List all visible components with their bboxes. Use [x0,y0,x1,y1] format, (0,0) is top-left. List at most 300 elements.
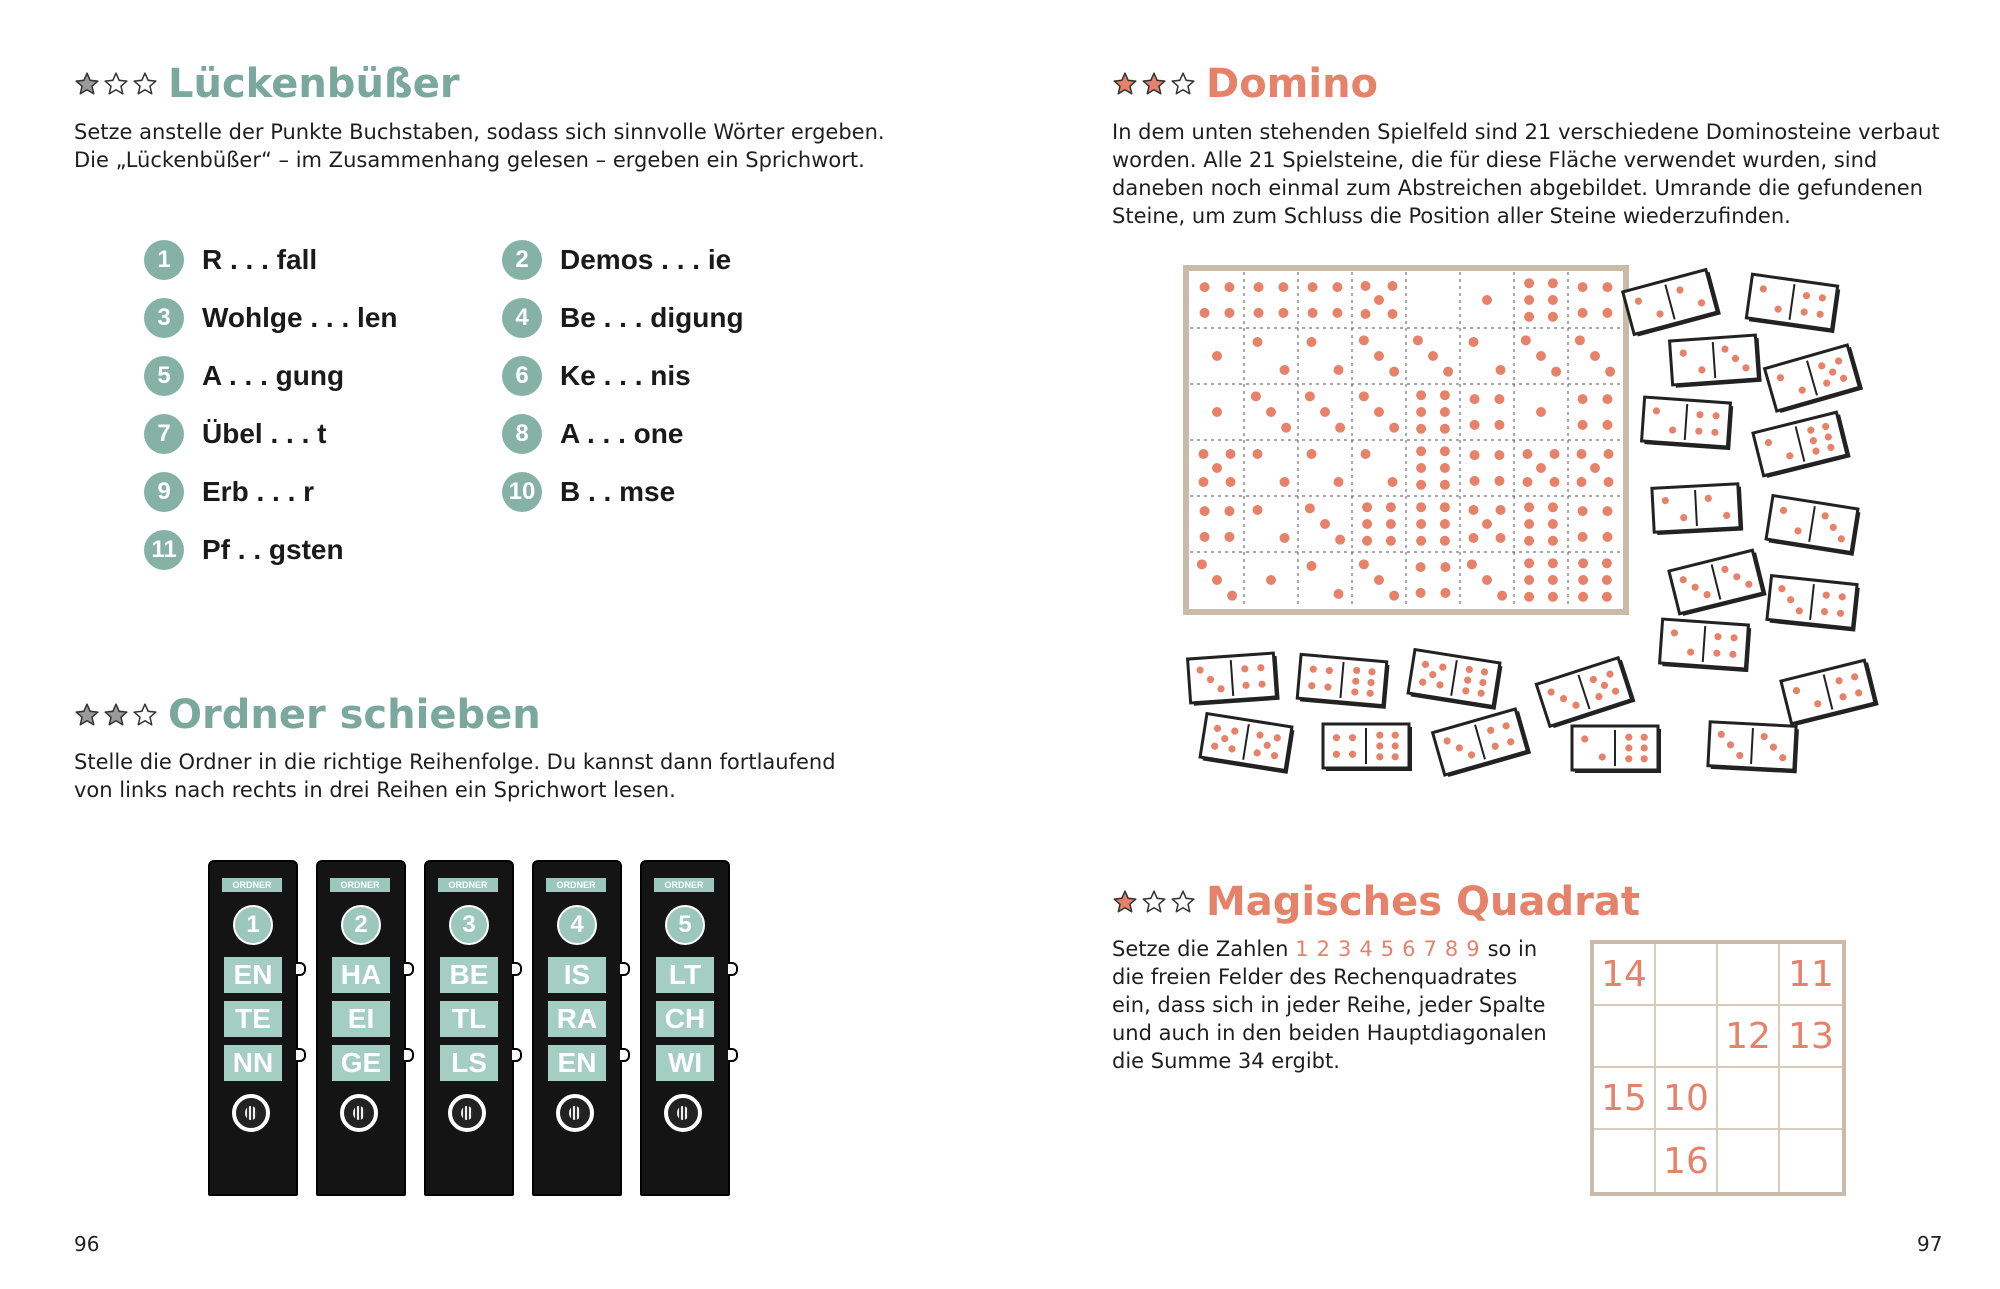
piece-pip [1779,506,1787,514]
piece-body [1781,660,1875,723]
board-pip [1254,282,1264,292]
board-pip [1494,394,1504,404]
piece-pip [1217,685,1225,693]
clue-text[interactable]: A . . . one [560,418,684,449]
binder-syllable: NN [224,1045,282,1081]
piece-pip [1687,648,1695,656]
piece-body [1536,658,1631,726]
board-pip [1602,420,1612,430]
piece-pip [1256,731,1264,739]
domino-piece[interactable] [1572,726,1661,773]
piece-pip [1656,310,1665,319]
board-pip [1361,281,1371,291]
domino-heading [1112,61,1379,107]
piece-pip [1736,752,1744,760]
difficulty-stars [1112,71,1196,97]
piece-pip [1571,701,1580,710]
piece-pip [1376,742,1383,749]
domino-piece[interactable] [1746,274,1841,333]
piece-pip [1464,676,1472,684]
board-pip [1602,592,1612,602]
piece-pip [1802,292,1810,300]
binder-clip [620,1048,630,1062]
piece-pip [1679,349,1687,357]
board-pip [1359,391,1369,401]
board-pip [1253,337,1263,347]
piece-pip [1641,744,1648,751]
piece-divider [1578,675,1589,709]
binder-3[interactable] [424,860,514,1196]
square-cell-given: 16 [1656,1130,1718,1192]
binder-label: ORDNER [222,878,282,892]
piece-pip [1263,741,1271,749]
clue-item [144,472,314,512]
clue-number: 4 [502,298,542,338]
binder-1[interactable] [208,860,298,1196]
piece-pip [1822,379,1831,388]
piece-pip [1376,753,1383,760]
piece-pip [1506,737,1515,746]
binder-number: 2 [341,905,381,945]
domino-piece[interactable] [1659,619,1751,672]
star-filled-icon [1141,71,1167,97]
board-pip [1362,519,1372,529]
piece-pip [1366,689,1374,697]
piece-shadow [1436,711,1531,777]
board-pip [1200,282,1210,292]
star-outline-icon [132,71,158,97]
board-pip [1413,335,1423,345]
piece-pip [1491,742,1500,751]
board-pip [1548,558,1558,568]
magic-square-heading [1112,879,1640,925]
domino-piece[interactable] [1669,550,1767,617]
board-pip [1386,502,1396,512]
description-intro: Setze die Zahlen [1112,937,1289,961]
board-pip [1496,533,1506,543]
board-pip [1200,506,1210,516]
clue-number: 11 [144,530,184,570]
binder-label: ORDNER [438,878,498,892]
board-pip [1578,282,1588,292]
clue-text[interactable]: Erb . . . r [202,476,315,507]
ordner-title: Ordner schieben [168,692,541,738]
board-pip [1308,282,1318,292]
board-pip [1280,365,1290,375]
piece-pip [1600,681,1609,690]
binder-clip [620,962,630,976]
piece-body [1433,709,1528,775]
board-pip [1254,308,1264,318]
clue-item [502,414,683,454]
domino-piece[interactable] [1708,722,1799,774]
piece-pip [1776,373,1785,382]
piece-pip [1367,679,1375,687]
domino-piece[interactable] [1765,344,1864,414]
domino-piece[interactable] [1670,335,1762,388]
piece-pip [1703,590,1712,599]
board-pip [1440,446,1450,456]
board-pip [1200,308,1210,318]
piece-pip [1228,745,1236,753]
piece-pip [1798,386,1807,395]
piece-pip [1829,523,1837,531]
binder-ring-icon [232,1094,270,1132]
board-pip [1227,591,1237,601]
magic-square-description [1112,935,1562,1075]
clue-text[interactable]: A . . . gung [202,360,345,391]
piece-pip [1257,664,1265,672]
piece-shadow [1757,414,1851,477]
piece-pip [1253,749,1261,757]
piece-pip [1837,609,1845,617]
board-pip [1496,505,1506,515]
binder-syllable: RA [548,1001,606,1037]
board-pip [1524,502,1534,512]
domino-piece[interactable] [1433,708,1532,778]
board-pip [1226,477,1236,487]
square-cell-empty[interactable] [1780,1130,1842,1192]
piece-pip [1698,366,1706,374]
domino-piece[interactable] [1641,397,1733,450]
domino-piece[interactable] [1652,484,1743,536]
square-cell-given: 11 [1780,944,1842,1006]
lueckenbuesser-title: Lückenbüßer [168,61,460,107]
piece-shadow [1575,729,1661,773]
board-pip [1467,559,1477,569]
clue-item [144,240,317,280]
page-number-right: 97 [1917,1232,1943,1256]
domino-piece[interactable] [1753,412,1851,479]
ordner-description: Stelle die Ordner in die richtige Reihenfolge. Du kannst dann fortlaufend von links nach rechts in drei Reihen ein Sprichwort lesen. [74,750,836,802]
piece-body [1753,412,1847,475]
binder-syllable: EN [224,957,282,993]
binder-syllable: IS [548,957,606,993]
magic-square-grid [1590,940,1846,1196]
clue-text[interactable]: R . . . fall [202,244,318,275]
board-pip [1388,281,1398,291]
board-pip [1332,282,1342,292]
piece-pip [1213,724,1221,732]
board-pip [1253,449,1263,459]
digit: 3 [1337,937,1352,961]
piece-pip [1308,682,1316,690]
binder-5[interactable] [640,860,730,1196]
board-pip [1389,591,1399,601]
clue-item [144,298,398,338]
binder-syllable: CH [656,1001,714,1037]
board-pip [1578,420,1588,430]
square-cell-empty[interactable] [1718,1130,1780,1192]
star-outline-icon [1141,889,1167,915]
piece-pip [1349,734,1356,741]
piece-pip [1723,512,1731,520]
piece-pip [1821,608,1829,616]
piece-pip [1818,294,1826,302]
magic-square-title: Magisches Quadrat [1206,879,1640,925]
piece-pip [1839,692,1848,701]
piece-body [1572,726,1658,770]
piece-pip [1817,361,1826,370]
board-pip [1307,449,1317,459]
board-pip [1524,278,1534,288]
board-pip [1212,463,1222,473]
piece-pip [1821,512,1829,520]
piece-pip [1376,732,1383,739]
board-pip [1389,367,1399,377]
piece-body [1670,335,1759,385]
piece-body [1766,496,1858,553]
piece-pip [1479,678,1487,686]
board-pip [1386,536,1396,546]
domino-title: Domino [1206,61,1379,107]
piece-pip [1625,734,1632,741]
piece-pip [1486,726,1495,735]
piece-shadow [1411,653,1503,710]
piece-pip [1439,663,1447,671]
board-pip [1521,335,1531,345]
piece-pip [1691,583,1700,592]
clue-text[interactable]: Pf . . gsten [202,534,344,565]
piece-divider [1810,584,1814,620]
board-pip [1334,477,1344,487]
clue-text[interactable]: B . . mse [560,476,676,507]
board-pip [1469,533,1479,543]
binder-clip [512,962,522,976]
board-pip [1577,477,1587,487]
piece-pip [1641,734,1648,741]
board-pip [1470,394,1480,404]
piece-pip [1419,678,1427,686]
piece-pip [1813,699,1822,708]
piece-pip [1779,754,1787,762]
board-pip [1359,335,1369,345]
board-pip [1361,309,1371,319]
board-pip [1440,424,1450,434]
clue-number: 5 [144,356,184,396]
board-pip [1212,407,1222,417]
board-pip [1548,295,1558,305]
piece-pip [1270,752,1278,760]
board-pip [1602,575,1612,585]
board-pip [1470,450,1480,460]
board-pip [1440,519,1450,529]
difficulty-stars [74,71,158,97]
description-so: so [1487,937,1512,961]
piece-pip [1241,665,1249,673]
board-pip [1388,309,1398,319]
piece-divider [1451,660,1457,696]
board-pip [1577,449,1587,459]
clue-item [144,356,344,396]
board-pip [1440,588,1450,598]
piece-pip [1835,676,1844,685]
clue-number: 1 [144,240,184,280]
piece-pip [1732,355,1740,363]
board-pip [1416,424,1426,434]
square-cell-empty[interactable] [1656,1006,1718,1068]
binder-ring-icon [448,1094,486,1132]
piece-divider [1665,285,1674,320]
square-cell-empty[interactable] [1594,1006,1656,1068]
board-pip [1266,407,1276,417]
board-pip [1280,533,1290,543]
clue-number: 10 [502,472,542,512]
binder-ring-icon [556,1094,594,1132]
piece-body [1297,654,1387,705]
clue-text[interactable]: Wohlge . . . len [202,302,398,333]
digit: 9 [1466,937,1480,961]
piece-pip [1695,427,1703,435]
piece-body [1652,484,1740,532]
board-pip [1362,502,1372,512]
domino-piece[interactable] [1323,724,1412,771]
piece-body [1767,576,1857,629]
piece-pip [1727,741,1735,749]
domino-piece[interactable] [1188,653,1280,706]
board-pip [1469,505,1479,515]
piece-pip [1712,412,1720,420]
binder-syllable: HA [332,957,390,993]
piece-pip [1764,438,1773,447]
board-pip [1536,351,1546,361]
lueckenbuesser-description: Setze anstelle der Punkte Buchstaben, sodass sich sinnvolle Wörter ergeben. Die „Lückenbüßer“ – im Zusammenhang gelesen – ergeben ein Sprichwort. [74,120,885,172]
board-pip [1482,295,1492,305]
board-pip [1320,519,1330,529]
difficulty-stars [74,702,158,728]
piece-shadow [1191,656,1280,706]
piece-pip [1821,422,1830,431]
piece-pip [1732,572,1741,581]
clue-text[interactable]: Übel . . . t [202,418,327,449]
binder-4[interactable] [532,860,622,1196]
domino-piece[interactable] [1408,650,1503,710]
ordner-heading [74,692,541,738]
board-pip [1575,335,1585,345]
domino-piece[interactable] [1200,714,1295,774]
piece-shadow [1203,717,1295,774]
digit: 4 [1359,937,1373,961]
board-pip [1389,423,1399,433]
piece-body [1200,714,1292,771]
piece-pip [1806,426,1815,435]
square-cell-empty[interactable] [1718,944,1780,1006]
piece-pip [1349,751,1356,758]
binder-syllable: TL [440,1001,498,1037]
piece-pip [1696,411,1704,419]
piece-pip [1462,687,1470,695]
piece-shadow [1768,347,1863,413]
piece-shadow [1644,400,1733,450]
piece-pip [1717,731,1725,739]
clue-item [144,530,344,570]
binder-number: 1 [233,905,273,945]
domino-piece[interactable] [1767,576,1860,632]
board-pip [1416,463,1426,473]
piece-pip [1679,575,1688,584]
domino-piece[interactable] [1766,496,1861,556]
piece-pip [1429,671,1437,679]
piece-pip [1713,649,1721,657]
piece-pip [1662,497,1670,505]
piece-pip [1625,755,1632,762]
board-pip [1428,351,1438,361]
board-pip [1590,463,1600,473]
clue-text[interactable]: Be . . . digung [560,302,744,333]
piece-pip [1559,694,1568,703]
piece-shadow [1540,660,1635,728]
binder-clip [728,1048,738,1062]
square-cell-empty[interactable] [1718,1068,1780,1130]
piece-pip [1812,447,1821,456]
square-cell-empty[interactable] [1656,944,1718,1006]
binder-label: ORDNER [654,878,714,892]
star-outline-icon [132,702,158,728]
square-cell-empty[interactable] [1780,1068,1842,1130]
binder-clip [404,1048,414,1062]
digit: 7 [1423,937,1437,961]
board-pip [1524,295,1534,305]
difficulty-stars [1112,889,1196,915]
board-pip [1440,463,1450,473]
piece-body [1660,619,1749,669]
piece-shadow [1662,622,1751,672]
square-cell-empty[interactable] [1594,1130,1656,1192]
piece-pip [1333,751,1340,758]
piece-pip [1589,675,1598,684]
lueckenbuesser-heading [74,61,460,107]
binder-2[interactable] [316,860,406,1196]
clue-item [502,298,744,338]
domino-piece[interactable] [1297,654,1390,709]
piece-pip [1794,527,1802,535]
board-pip [1305,391,1315,401]
board-pip [1578,394,1588,404]
piece-pip [1742,364,1750,372]
piece-body [1408,650,1500,707]
board-pip [1308,308,1318,318]
piece-pip [1352,677,1360,685]
binder-clip [728,962,738,976]
piece-pip [1581,735,1588,742]
binder-clip [512,1048,522,1062]
board-pip [1548,519,1558,529]
domino-piece[interactable] [1536,657,1635,729]
board-pip [1523,449,1533,459]
piece-pip [1368,668,1376,676]
star-filled-icon [74,71,100,97]
piece-pip [1721,565,1730,574]
board-pip [1482,575,1492,585]
domino-piece[interactable] [1781,660,1879,727]
piece-pip [1392,742,1399,749]
binder-syllable: EI [332,1001,390,1037]
board-pip [1548,278,1558,288]
clue-text[interactable]: Demos . . . ie [560,244,732,275]
clue-text[interactable]: Ke . . . nis [560,360,691,391]
piece-pip [1704,495,1712,503]
piece-pip [1211,742,1219,750]
board-pip [1334,365,1344,375]
piece-pip [1744,580,1753,589]
clue-number: 8 [502,414,542,454]
digit: 8 [1444,937,1459,961]
piece-pip [1697,298,1706,307]
piece-body [1669,550,1763,613]
board-pip [1548,592,1558,602]
binder-number: 3 [449,905,489,945]
piece-shadow [1326,727,1412,771]
